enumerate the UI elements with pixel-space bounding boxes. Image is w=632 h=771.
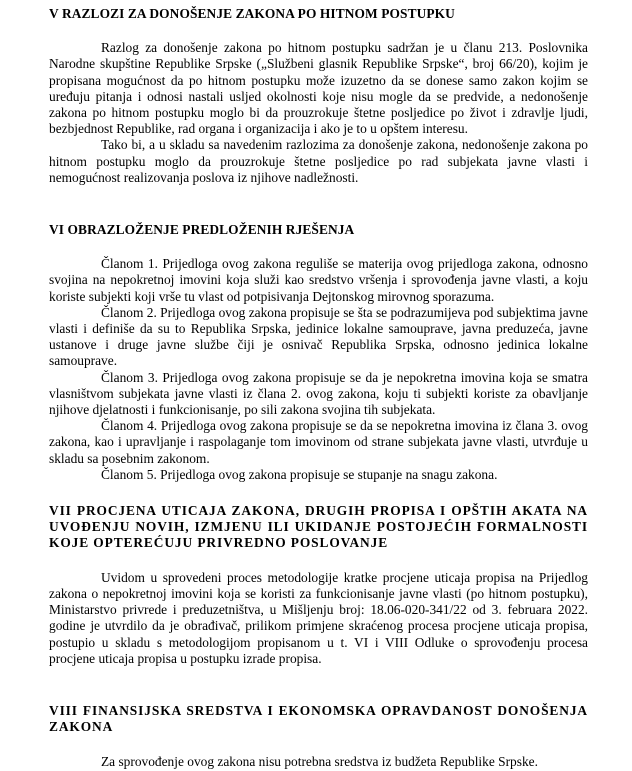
paragraph: Za sprovođenje ovog zakona nisu potrebna sredstva iz budžeta Republike Srpske. [101, 754, 538, 770]
paragraph: Članom 2. Prijedloga ovog zakona propisuje se šta se podrazumijeva pod subjektima javne vlasti i definiše da su to Republika Srpska, jedinice lokalne samouprave, javna preduzeća, javne ustanove i druge javne službe čiji je osnivač Republika Srpska, odnosno jedinica lokalne samouprave. [49, 304, 588, 369]
section-heading: VI OBRAZLOŽENJE PREDLOŽENIH RJEŠENJA [49, 222, 355, 238]
section-heading: VII PROCJENA UTICAJA ZAKONA, DRUGIH PROPISA I OPŠTIH AKATA NA UVOĐENJU NOVIH, IZMJENU ILI UKIDANJE POSTOJEĆIH FORMALNOSTI KOJE OPTEREĆUJU PRIVREDNO POSLOVANJE [49, 503, 588, 551]
section-v [49, 6, 588, 186]
paragraph: Članom 3. Prijedloga ovog zakona propisuje se da je nepokretna imovina koja se smatra vlasništvom subjekata javne vlasti iz člana 2. ovog zakona, koju ti subjekti koriste za obavlјanje njihove djelatnosti i funkcionisanje, po sili zakona svojina tih subjekata. [49, 369, 588, 418]
section-heading: V RAZLOZI ZA DONOŠENJE ZAKONA PO HITNOM POSTUPKU [49, 6, 455, 21]
section-viii [49, 703, 588, 771]
section-vii [49, 503, 588, 667]
document-page [49, 6, 588, 771]
paragraph: Uvidom u sprovedeni proces metodologije kratke procjene uticaja propisa na Prijedlog zakona o nepokretnoj imovini koja se koristi za funkcionisanje javne vlasti (po hitnom postupku), Ministarstvo privrede i preduzetništva, u Mišljenju broj: 18.06-020-341/22 od 3. februara 2022. godine je utvrdilo da je obrađivač, prilikom primjene skraćenog procesa procjene uticaja propisa, postupio u skladu s metodologijom propisanom u t. VI i VIII Odluke o sprovođenju procesa procjene uticaja propisa u postupku izrade propisa. [49, 569, 588, 666]
paragraph: Članom 5. Prijedloga ovog zakona propisuje se stupanje na snagu zakona. [101, 466, 498, 482]
paragraph: Članom 4. Prijedloga ovog zakona propisuje se da se nepokretna imovina iz člana 3. ovog zakona, kao i upravlјanje i raspolaganje tom imovinom od strane subjekata javne vlasti, utvrđuje u skladu sa posebnim zakonom. [49, 418, 588, 466]
section-vi [49, 222, 588, 483]
section-heading: VIII FINANSIJSKA SREDSTVA I EKONOMSKA OPRAVDANOST DONOŠENJA ZAKONA [49, 702, 588, 735]
paragraph: Razlog za donošenje zakona po hitnom postupku sadržan je u članu 213. Poslovnika Narodne skupštine Republike Srpske („Službeni glasnik Republike Srpske“, broj 66/20), kojim je propisana mogućnost da po hitnom postupku može izuzetno da se donese samo zakon kojim se uređuju pitanja i odnosi nastali uslјed okolnosti koje nisu mogle da se predvide, a nedonošenje zakona po hitnom postupku moglo bi da prouzrokuje štetne posljedice po život i zdravlje ljudi, bezbjednost Republike, rad organa i organizacija i ako je to u opštem interesu. [49, 40, 588, 137]
paragraph: Članom 1. Prijedloga ovog zakona reguliše se materija ovog prijedloga zakona, odnosno svojina na nepokretnoj imovini koja služi kao sredstvo vršenja i sprovođenja javne vlasti, a koju koriste subjekti koji vrše tu vlast od potpisivanja Dejtonskog mirovnog sporazuma. [49, 256, 588, 304]
paragraph: Tako bi, a u skladu sa navedenim razlozima za donošenje zakona, nedonošenje zakona po hitnom postupku moglo da prouzrokuje štetne posljedice po rad subjekata javne vlasti i nemogućnost realizovanja poslova iz njihove nadležnosti. [49, 137, 588, 185]
